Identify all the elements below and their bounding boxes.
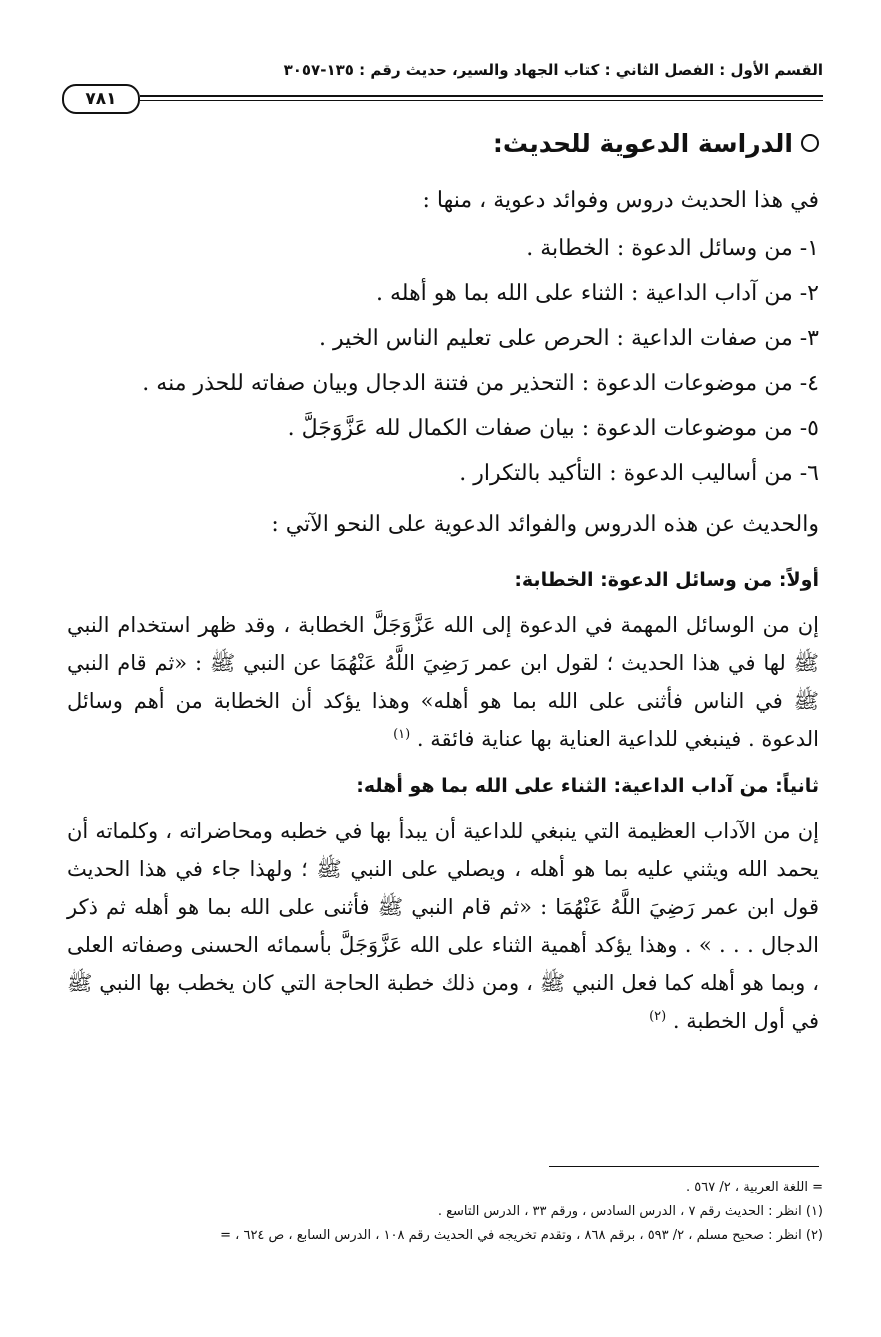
footnote-continuation: = اللغة العربية ، ٢/ ٥٦٧ . (686, 1180, 823, 1195)
subheading-second: ثانياً: من آداب الداعية: الثناء على الله بما هو أهله: (356, 775, 819, 797)
section-heading-text: الدراسة الدعوية للحديث: (492, 129, 793, 158)
footnote-1: (١) انظر : الحديث رقم ٧ ، الدرس السادس ، ورقم ٣٣ ، الدرس التاسع . (437, 1204, 823, 1219)
running-header: القسم الأول : الفصل الثاني : كتاب الجهاد والسير، حديث رقم : ١٣٥-٣٠٥٧ (283, 61, 823, 79)
subheading-first: أولاً: من وسائل الدعوة: الخطابة: (514, 569, 819, 591)
list-item: ٤- من موضوعات الدعوة : التحذير من فتنة الدجال وبيان صفاته للحذر منه . (142, 371, 819, 396)
list-item: ٥- من موضوعات الدعوة : بيان صفات الكمال لله عَزَّوَجَلَّ . (287, 416, 819, 441)
paragraph-first (67, 606, 819, 758)
circle-bullet-icon (801, 134, 819, 152)
footnotes (63, 1176, 823, 1248)
paragraph-first-text: إن من الوسائل المهمة في الدعوة إلى الله عَزَّوَجَلَّ الخطابة ، وقد ظهر استخدام النبي ﷺ لها في هذا الحديث ؛ لقول ابن عمر رَضِيَ اللَّهُ عَنْهُمَا عن النبي ﷺ : «ثم قام النبي ﷺ في الناس فأثنى على الله بما هو أهله» وهذا يؤكد أن الخطابة من أهم وسائل الدعوة . فينبغي للداعية العناية بها عناية فائقة . (67, 613, 819, 751)
list-item: ٣- من صفات الداعية : الحرص على تعليم الناس الخير . (319, 326, 819, 351)
transition-text: والحديث عن هذه الدروس والفوائد الدعوية على النحو الآتي : (271, 512, 819, 537)
main-content (67, 118, 819, 1050)
footnote-ref-1[interactable]: (١) (393, 727, 411, 742)
paragraph-second (67, 812, 819, 1040)
list-item: ١- من وسائل الدعوة : الخطابة . (526, 236, 819, 261)
footnote-2: (٢) انظر : صحيح مسلم ، ٢/ ٥٩٣ ، برقم ٨٦٨ ، وتقدم تخريجه في الحديث رقم ١٠٨ ، الدرس السابع ، ص ٦٢٤ ، = (220, 1228, 823, 1243)
footnote-rule (549, 1166, 819, 1167)
list-item: ٦- من أساليب الدعوة : التأكيد بالتكرار . (459, 461, 819, 486)
lessons-list (67, 226, 819, 496)
intro-text: في هذا الحديث دروس وفوائد دعوية ، منها : (422, 188, 819, 213)
paragraph-second-text: إن من الآداب العظيمة التي ينبغي للداعية أن يبدأ بها في خطبه ومحاضراته ، وكلماته أن يحمد الله ويثني عليه بما هو أهله ، ويصلي على النبي ﷺ ؛ ولهذا جاء في هذا الحديث قول ابن عمر رَضِيَ اللَّهُ عَنْهُمَا : «ثم قام النبي ﷺ فأثنى على الله بما هو أهله ثم ذكر الدجال . . . » . وهذا يؤكد أهمية الثناء على الله عَزَّوَجَلَّ بأسمائه الحسنى وصفاته العلى ، وبما هو أهله كما فعل النبي ﷺ ، ومن ذلك خطبة الحاجة التي كان يخطب بها النبي ﷺ في أول الخطبة . (67, 819, 819, 1033)
header-rule (140, 95, 823, 101)
footnote-ref-2[interactable]: (٢) (649, 1009, 667, 1024)
section-heading (67, 124, 819, 164)
page-number: ٧٨١ (62, 84, 140, 114)
list-item: ٢- من آداب الداعية : الثناء على الله بما هو أهله . (376, 281, 819, 306)
